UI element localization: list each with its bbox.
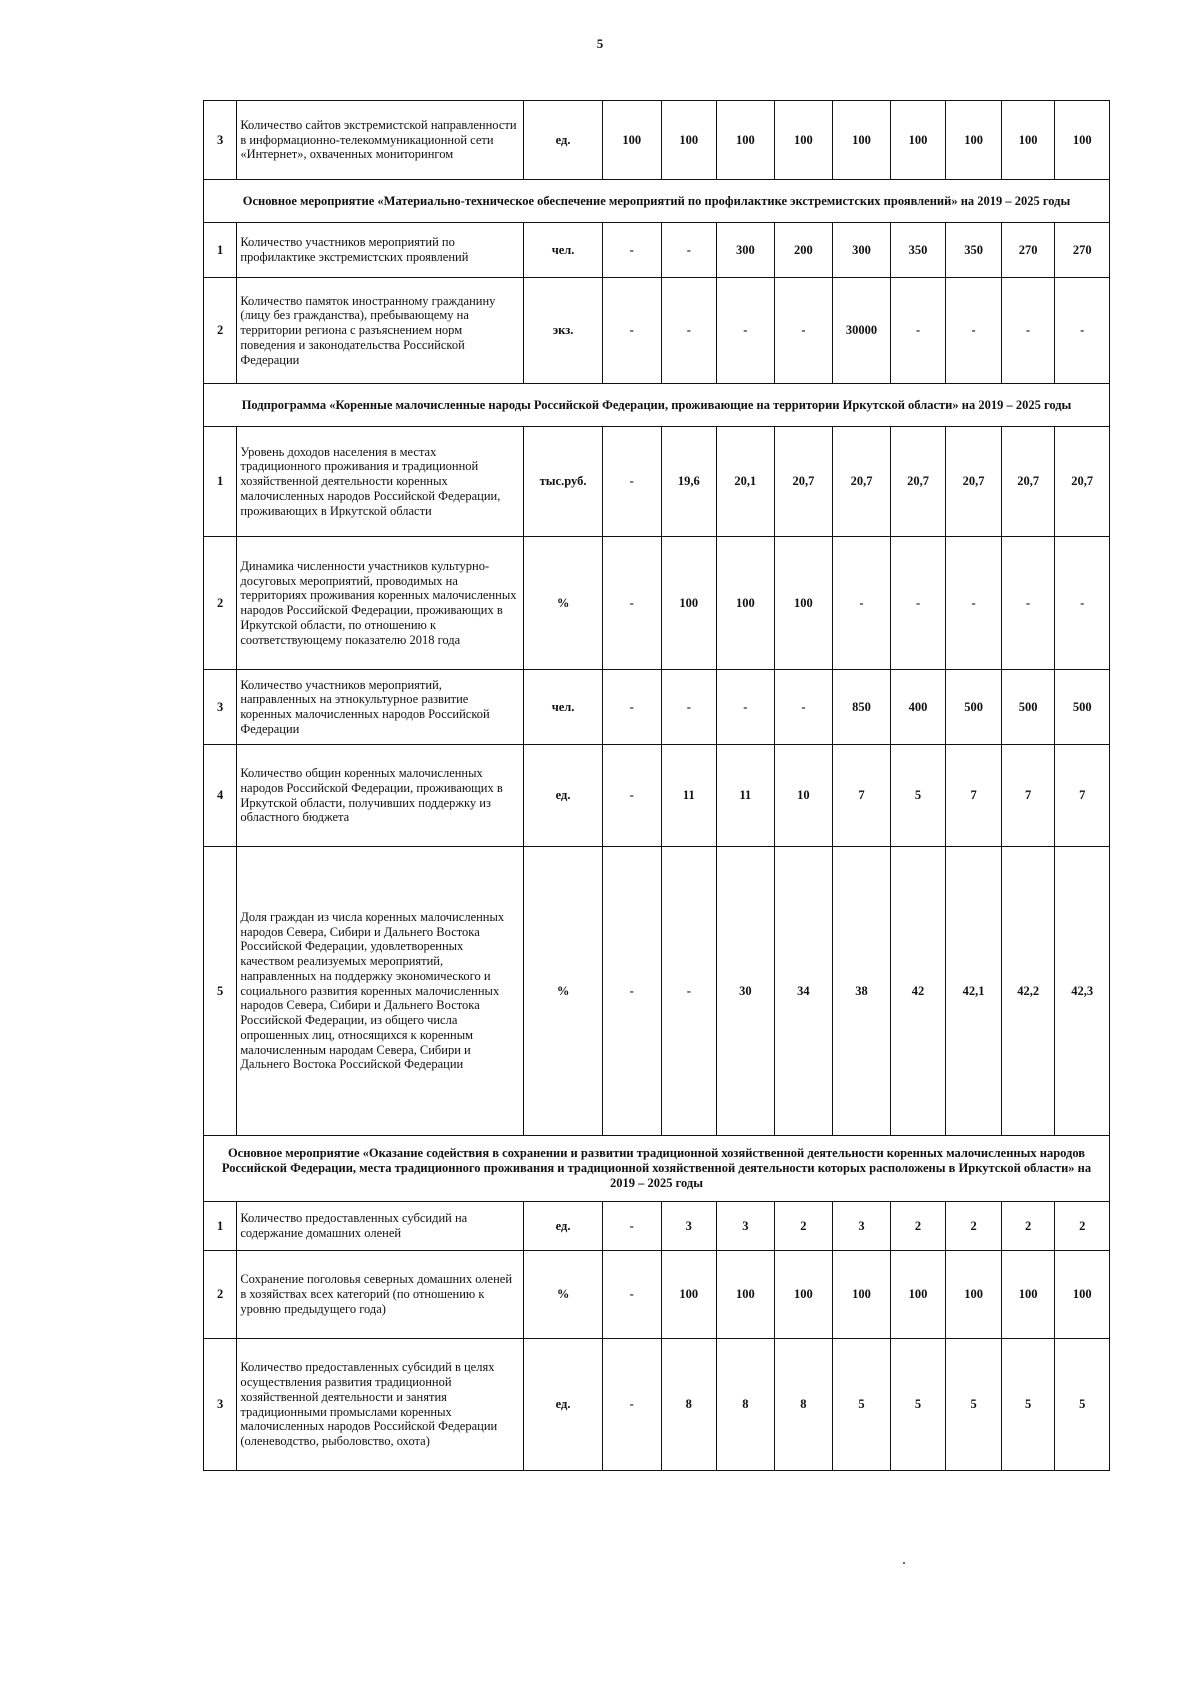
value-cell: -: [1055, 537, 1110, 670]
unit-of-measure: экз.: [524, 278, 603, 384]
section-header-row: [204, 1136, 1110, 1202]
table-row: [204, 1339, 1110, 1471]
indicator-name: Количество участников мероприятий, направленных на этнокультурное развитие коренных малочисленных народов Российской Федерации: [237, 670, 524, 745]
value-cell: -: [602, 278, 661, 384]
value-cell: 200: [774, 223, 833, 278]
indicator-name: Уровень доходов населения в местах традиционного проживания и традиционной хозяйственной деятельности коренных малочисленных народов Российской Федерации, проживающих в Иркутской области: [237, 427, 524, 537]
table-row: [204, 223, 1110, 278]
value-cell: 20,1: [717, 427, 775, 537]
value-cell: 350: [890, 223, 946, 278]
value-cell: 19,6: [661, 427, 717, 537]
value-cell: 300: [717, 223, 775, 278]
table-row: [204, 278, 1110, 384]
value-cell: 20,7: [890, 427, 946, 537]
value-cell: -: [661, 278, 717, 384]
value-cell: 100: [890, 101, 946, 180]
row-number: 3: [204, 101, 237, 180]
value-cell: 100: [833, 101, 891, 180]
indicator-name: Количество сайтов экстремистской направленности в информационно-телекоммуникационной сети «Интернет», охваченных мониторингом: [237, 101, 524, 180]
unit-of-measure: чел.: [524, 670, 603, 745]
value-cell: 100: [774, 537, 833, 670]
table-row: [204, 847, 1110, 1136]
unit-of-measure: ед.: [524, 1339, 603, 1471]
indicator-name: Количество предоставленных субсидий в целях осуществления развития традиционной хозяйственной деятельности и занятия традиционными промыслами коренных малочисленных народов Российской Федерации (оленеводство, рыболовство, охота): [237, 1339, 524, 1471]
value-cell: -: [661, 670, 717, 745]
value-cell: -: [946, 537, 1002, 670]
value-cell: 5: [833, 1339, 891, 1471]
value-cell: -: [602, 223, 661, 278]
indicator-name: Количество предоставленных субсидий на содержание домашних оленей: [237, 1202, 524, 1251]
value-cell: 270: [1001, 223, 1055, 278]
value-cell: 100: [833, 1251, 891, 1339]
unit-of-measure: %: [524, 1251, 603, 1339]
value-cell: -: [717, 278, 775, 384]
row-number: 5: [204, 847, 237, 1136]
value-cell: 100: [774, 101, 833, 180]
value-cell: 100: [661, 1251, 717, 1339]
value-cell: 500: [1001, 670, 1055, 745]
value-cell: 30: [717, 847, 775, 1136]
value-cell: 100: [890, 1251, 946, 1339]
scan-speck: [903, 1562, 905, 1564]
value-cell: 2: [774, 1202, 833, 1251]
value-cell: 8: [661, 1339, 717, 1471]
row-number: 3: [204, 1339, 237, 1471]
indicator-name: Сохранение поголовья северных домашних оленей в хозяйствах всех категорий (по отношению к уровню предыдущего года): [237, 1251, 524, 1339]
value-cell: -: [774, 670, 833, 745]
indicator-name: Количество общин коренных малочисленных народов Российской Федерации, проживающих в Иркутской области, получивших поддержку из областного бюджета: [237, 745, 524, 847]
table-row: [204, 537, 1110, 670]
value-cell: 38: [833, 847, 891, 1136]
value-cell: 7: [1001, 745, 1055, 847]
section-title: Подпрограмма «Коренные малочисленные народы Российской Федерации, проживающие на территории Иркутской области» на 2019 – 2025 годы: [204, 384, 1110, 427]
value-cell: 3: [833, 1202, 891, 1251]
value-cell: 3: [661, 1202, 717, 1251]
value-cell: 100: [717, 1251, 775, 1339]
indicator-name: Доля граждан из числа коренных малочисленных народов Севера, Сибири и Дальнего Востока Российской Федерации, удовлетворенных качеством реализуемых мероприятий, направленных на поддержку экономического и социального развития коренных малочисленных народов Севера, Сибири и Дальнего Востока Российской Федерации, из общего числа опрошенных лиц, относящихся к коренным малочисленным народам Севера, Сибири и Дальнего Востока Российской Федерации: [237, 847, 524, 1136]
value-cell: 500: [946, 670, 1002, 745]
value-cell: -: [602, 1251, 661, 1339]
row-number: 2: [204, 537, 237, 670]
value-cell: 8: [717, 1339, 775, 1471]
value-cell: 100: [1001, 1251, 1055, 1339]
page-number: 5: [596, 36, 604, 51]
value-cell: 5: [890, 745, 946, 847]
value-cell: 3: [717, 1202, 775, 1251]
table-row: [204, 1251, 1110, 1339]
value-cell: 5: [1001, 1339, 1055, 1471]
section-header-row: [204, 180, 1110, 223]
value-cell: 11: [717, 745, 775, 847]
section-header-row: [204, 384, 1110, 427]
value-cell: 100: [946, 101, 1002, 180]
row-number: 1: [204, 1202, 237, 1251]
value-cell: 7: [946, 745, 1002, 847]
value-cell: 850: [833, 670, 891, 745]
value-cell: -: [890, 537, 946, 670]
unit-of-measure: чел.: [524, 223, 603, 278]
unit-of-measure: ед.: [524, 1202, 603, 1251]
value-cell: 300: [833, 223, 891, 278]
value-cell: -: [717, 670, 775, 745]
value-cell: 2: [1055, 1202, 1110, 1251]
value-cell: 34: [774, 847, 833, 1136]
value-cell: 100: [1001, 101, 1055, 180]
value-cell: 42,1: [946, 847, 1002, 1136]
value-cell: 42: [890, 847, 946, 1136]
value-cell: 400: [890, 670, 946, 745]
row-number: 4: [204, 745, 237, 847]
table-row: [204, 1202, 1110, 1251]
table-row: [204, 101, 1110, 180]
value-cell: 100: [661, 537, 717, 670]
value-cell: -: [661, 847, 717, 1136]
section-title: Основное мероприятие «Оказание содействия в сохранении и развитии традиционной хозяйственной деятельности коренных малочисленных народов Российской Федерации, места традиционного проживания и традиционной хозяйственной деятельности которых расположены в Иркутской области» на 2019 – 2025 годы: [204, 1136, 1110, 1202]
table-row: [204, 745, 1110, 847]
table-row: [204, 670, 1110, 745]
value-cell: 100: [1055, 101, 1110, 180]
value-cell: 30000: [833, 278, 891, 384]
row-number: 2: [204, 1251, 237, 1339]
value-cell: 350: [946, 223, 1002, 278]
value-cell: -: [602, 847, 661, 1136]
value-cell: 42,2: [1001, 847, 1055, 1136]
table-row: [204, 427, 1110, 537]
value-cell: 11: [661, 745, 717, 847]
row-number: 1: [204, 223, 237, 278]
value-cell: 10: [774, 745, 833, 847]
value-cell: -: [602, 1202, 661, 1251]
row-number: 1: [204, 427, 237, 537]
indicators-table: [203, 100, 1110, 1471]
unit-of-measure: ед.: [524, 101, 603, 180]
value-cell: -: [1001, 537, 1055, 670]
value-cell: -: [1001, 278, 1055, 384]
value-cell: -: [602, 670, 661, 745]
indicator-name: Количество памяток иностранному гражданину (лицу без гражданства), пребывающему на территории региона с разъяснением норм поведения и законодательства Российской Федерации: [237, 278, 524, 384]
value-cell: 5: [890, 1339, 946, 1471]
section-title: Основное мероприятие «Материально-техническое обеспечение мероприятий по профилактике экстремистских проявлений» на 2019 – 2025 годы: [204, 180, 1110, 223]
value-cell: 2: [1001, 1202, 1055, 1251]
value-cell: 270: [1055, 223, 1110, 278]
value-cell: 100: [661, 101, 717, 180]
indicator-name: Динамика численности участников культурно-досуговых мероприятий, проводимых на территориях проживания коренных малочисленных народов Российской Федерации, проживающих в Иркутской области, по отношению к соответствующему показателю 2018 года: [237, 537, 524, 670]
row-number: 2: [204, 278, 237, 384]
value-cell: 100: [1055, 1251, 1110, 1339]
value-cell: 7: [1055, 745, 1110, 847]
value-cell: 20,7: [946, 427, 1002, 537]
unit-of-measure: тыс.руб.: [524, 427, 603, 537]
value-cell: -: [602, 427, 661, 537]
value-cell: 100: [717, 101, 775, 180]
value-cell: 100: [717, 537, 775, 670]
value-cell: 2: [890, 1202, 946, 1251]
value-cell: 20,7: [1055, 427, 1110, 537]
value-cell: -: [602, 537, 661, 670]
unit-of-measure: ед.: [524, 745, 603, 847]
value-cell: 500: [1055, 670, 1110, 745]
value-cell: 8: [774, 1339, 833, 1471]
value-cell: 100: [774, 1251, 833, 1339]
value-cell: -: [890, 278, 946, 384]
value-cell: 5: [1055, 1339, 1110, 1471]
value-cell: 20,7: [1001, 427, 1055, 537]
value-cell: -: [1055, 278, 1110, 384]
value-cell: -: [946, 278, 1002, 384]
value-cell: -: [774, 278, 833, 384]
indicator-name: Количество участников мероприятий по профилактике экстремистских проявлений: [237, 223, 524, 278]
unit-of-measure: %: [524, 847, 603, 1136]
value-cell: -: [833, 537, 891, 670]
value-cell: 100: [602, 101, 661, 180]
value-cell: 100: [946, 1251, 1002, 1339]
value-cell: 5: [946, 1339, 1002, 1471]
row-number: 3: [204, 670, 237, 745]
value-cell: 20,7: [833, 427, 891, 537]
value-cell: -: [602, 1339, 661, 1471]
value-cell: 20,7: [774, 427, 833, 537]
value-cell: 7: [833, 745, 891, 847]
unit-of-measure: %: [524, 537, 603, 670]
value-cell: 42,3: [1055, 847, 1110, 1136]
value-cell: -: [602, 745, 661, 847]
value-cell: -: [661, 223, 717, 278]
value-cell: 2: [946, 1202, 1002, 1251]
